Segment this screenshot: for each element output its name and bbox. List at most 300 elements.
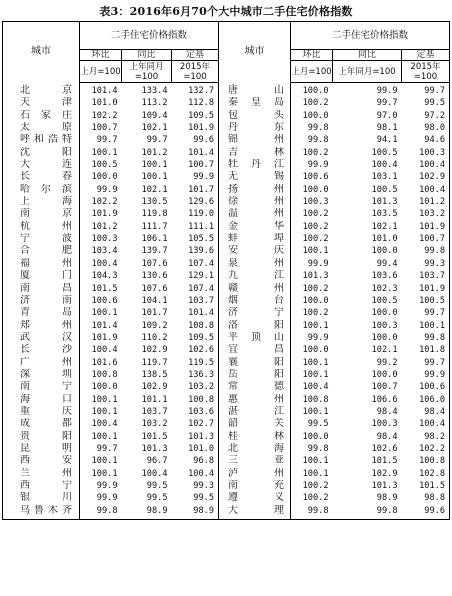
mom-value-left: 100.8	[80, 369, 122, 381]
mom-value-left: 104.3	[80, 270, 122, 282]
table-row	[3, 83, 450, 98]
city-name-left: 兰州	[20, 467, 72, 479]
city-name-left: 呼和浩特	[20, 134, 72, 146]
table-row	[3, 147, 450, 159]
city-name-left: 西宁	[20, 480, 72, 491]
table-row	[3, 431, 450, 443]
fixed-value-left: 136.3	[188, 369, 214, 380]
mom-header-left: 环比	[80, 50, 122, 61]
mom-base-left: 上月=100	[80, 61, 122, 83]
fixed-value-left: 111.1	[188, 221, 214, 232]
city-name-right: 三亚	[219, 455, 291, 467]
city-name-left: 成都	[20, 418, 72, 430]
yoy-value-right: 101.3	[371, 481, 398, 491]
table-row	[3, 184, 450, 196]
yoy-value-right: 99.9	[376, 86, 398, 96]
fixed-value-left: 103.7	[188, 295, 214, 306]
city-name-right: 大理	[219, 505, 291, 520]
yoy-value-left: 102.9	[141, 345, 168, 356]
city-name-left: 哈尔滨	[20, 183, 72, 195]
mom-value-right: 100.0	[291, 184, 333, 196]
yoy-value-left: 130.5	[141, 197, 168, 208]
mom-value-left: 101.4	[80, 83, 122, 98]
table-row	[3, 320, 450, 332]
city-name-left: 长春	[20, 171, 72, 183]
city-name-left: 大连	[20, 159, 72, 171]
city-name-left: 福州	[20, 257, 72, 269]
mom-value-right: 100.0	[291, 431, 333, 443]
table-row	[3, 406, 450, 418]
yoy-value-left: 138.5	[141, 369, 168, 380]
city-name-right: 泉州	[219, 258, 291, 270]
fixed-value-left: 102.6	[188, 345, 214, 356]
fixed-value-left: 108.8	[188, 320, 214, 331]
city-name-left: 宁波	[20, 233, 72, 245]
city-name-right: 蚌埠	[219, 233, 291, 245]
yoy-value-left: 106.1	[141, 234, 168, 245]
mom-value-left: 100.1	[80, 307, 122, 319]
fixed-value-right: 100.4	[419, 160, 445, 171]
yoy-value-right: 99.7	[376, 98, 398, 109]
yoy-value-right: 102.3	[371, 283, 398, 294]
city-name-left: 杭州	[20, 220, 72, 232]
mom-value-right: 100.2	[291, 283, 333, 295]
yoy-value-left: 100.1	[141, 160, 168, 171]
city-header-left: 城市	[31, 46, 51, 58]
table-row	[3, 357, 450, 369]
city-name-left: 贵阳	[20, 430, 72, 442]
fixed-value-right: 102.9	[419, 172, 445, 183]
yoy-value-left: 107.6	[141, 258, 168, 269]
city-header-right: 城市	[219, 22, 291, 83]
mom-value-right: 100.2	[291, 480, 333, 492]
yoy-value-left: 104.1	[141, 295, 168, 306]
fixed-value-left: 96.8	[193, 456, 214, 467]
city-name-right: 岳阳	[219, 369, 291, 381]
yoy-base-left: 上年同月=100	[122, 61, 172, 83]
mom-header-right: 环比	[291, 50, 333, 61]
fixed-value-right: 100.5	[419, 295, 445, 306]
fixed-value-right: 100.4	[419, 184, 445, 195]
mom-value-right: 99.5	[291, 418, 333, 430]
yoy-value-right: 98.4	[376, 431, 398, 442]
yoy-value-left: 99.7	[146, 135, 168, 146]
yoy-value-left: 110.2	[141, 332, 168, 343]
yoy-value-left: 109.4	[141, 110, 168, 121]
fixed-value-right: 100.1	[419, 320, 445, 331]
mom-value-right: 100.1	[291, 468, 333, 480]
yoy-value-left: 102.1	[141, 123, 168, 134]
fixed-value-left: 101.7	[188, 184, 214, 195]
mom-value-right: 101.3	[291, 270, 333, 282]
fixed-header-left: 定基	[172, 50, 219, 61]
fixed-value-left: 129.1	[188, 271, 214, 282]
city-name-left: 广州	[20, 356, 72, 368]
fixed-value-right: 97.2	[424, 110, 445, 121]
table-row	[3, 418, 450, 430]
table-title: 表3：2016年6月70个大中城市二手住宅价格指数	[99, 5, 353, 18]
city-name-left: 北京	[20, 84, 72, 96]
mom-value-right: 100.2	[291, 233, 333, 245]
mom-value-left: 100.3	[80, 233, 122, 245]
table-row	[3, 480, 450, 492]
mom-value-right: 100.0	[291, 83, 333, 98]
mom-value-right: 100.1	[291, 357, 333, 369]
fixed-value-right: 103.7	[419, 271, 445, 282]
fixed-header-right: 定基	[402, 50, 450, 61]
table-row	[3, 468, 450, 480]
fixed-value-right: 100.7	[419, 234, 445, 245]
mom-value-left: 100.1	[80, 455, 122, 467]
yoy-value-right: 100.0	[371, 246, 398, 257]
city-name-right: 秦皇岛	[219, 97, 291, 109]
yoy-value-left: 102.9	[141, 382, 168, 393]
yoy-value-right: 103.5	[371, 209, 398, 220]
city-name-left: 重庆	[20, 405, 72, 417]
city-name-right: 唐山	[219, 83, 291, 98]
fixed-value-right: 100.8	[419, 456, 445, 467]
table-row	[3, 307, 450, 319]
city-name-right: 泸州	[219, 468, 291, 480]
fixed-value-left: 103.2	[188, 382, 214, 393]
city-name-right: 扬州	[219, 184, 291, 196]
fixed-value-left: 139.6	[188, 246, 214, 257]
city-name-left: 郑州	[20, 319, 72, 331]
city-name-right: 宜昌	[219, 344, 291, 356]
city-name-left: 厦门	[20, 270, 72, 282]
city-name-left: 太原	[20, 122, 72, 134]
mom-value-right: 99.9	[291, 159, 333, 171]
fixed-value-right: 99.9	[424, 369, 445, 380]
yoy-value-right: 106.6	[371, 394, 398, 405]
city-name-right: 金华	[219, 221, 291, 233]
yoy-value-left: 111.7	[141, 221, 168, 232]
city-name-right: 安庆	[219, 245, 291, 257]
fixed-value-right: 101.5	[419, 481, 445, 491]
mom-value-left: 101.0	[80, 97, 122, 109]
yoy-value-left: 133.4	[141, 86, 168, 96]
city-name-right: 九江	[219, 270, 291, 282]
yoy-value-left: 100.4	[141, 468, 168, 479]
city-name-left: 济南	[20, 294, 72, 306]
mom-value-right: 100.1	[291, 320, 333, 332]
mom-value-left: 100.7	[80, 122, 122, 134]
fixed-value-right: 100.3	[419, 147, 445, 158]
fixed-value-right: 99.7	[424, 357, 445, 368]
city-name-right: 襄阳	[219, 357, 291, 369]
yoy-value-right: 99.2	[376, 357, 398, 368]
fixed-value-right: 98.0	[424, 123, 445, 134]
city-name-right: 平顶山	[219, 332, 291, 344]
city-name-right: 丹东	[219, 122, 291, 134]
city-name-right: 赣州	[219, 283, 291, 295]
mom-value-left: 100.0	[80, 381, 122, 393]
fixed-value-right: 99.6	[424, 505, 445, 516]
city-name-left: 海口	[20, 393, 72, 405]
yoy-value-left: 101.7	[141, 308, 168, 319]
city-name-left: 沈阳	[20, 146, 72, 158]
yoy-value-left: 101.2	[141, 147, 168, 158]
mom-value-right: 100.6	[291, 171, 333, 183]
fixed-value-right: 101.9	[419, 221, 445, 232]
mom-value-right: 100.2	[291, 492, 333, 504]
fixed-value-left: 107.4	[188, 283, 214, 294]
yoy-value-right: 98.4	[376, 406, 398, 417]
city-name-left: 天津	[20, 97, 72, 109]
table-row	[3, 110, 450, 122]
yoy-header-right: 同比	[333, 50, 402, 61]
fixed-value-left: 107.4	[188, 258, 214, 269]
city-name-right: 无锡	[219, 171, 291, 183]
city-name-left: 石家庄	[20, 109, 72, 121]
yoy-value-left: 113.2	[141, 98, 168, 109]
fixed-value-right: 101.9	[419, 283, 445, 294]
fixed-value-left: 99.5	[193, 493, 214, 504]
table-row	[3, 97, 450, 109]
mom-value-right: 100.2	[291, 307, 333, 319]
mom-value-right: 100.0	[291, 110, 333, 122]
table-row	[3, 134, 450, 146]
city-name-left: 深圳	[20, 368, 72, 380]
yoy-value-left: 102.1	[141, 184, 168, 195]
fixed-value-left: 99.3	[193, 481, 214, 491]
city-name-left: 长沙	[20, 344, 72, 356]
yoy-value-left: 103.7	[141, 406, 168, 417]
mom-value-left: 100.1	[80, 431, 122, 443]
yoy-value-right: 98.9	[376, 493, 398, 504]
fixed-value-left: 119.0	[188, 209, 214, 220]
yoy-value-right: 102.6	[371, 443, 398, 454]
fixed-value-right: 99.3	[424, 258, 445, 269]
mom-value-left: 101.5	[80, 283, 122, 295]
yoy-value-right: 97.0	[376, 110, 398, 121]
yoy-value-right: 103.1	[371, 172, 398, 183]
mom-value-right: 100.3	[291, 196, 333, 208]
fixed-value-right: 99.7	[424, 308, 445, 319]
table-row	[3, 258, 450, 270]
fixed-value-right: 102.2	[419, 443, 445, 454]
yoy-value-left: 101.5	[141, 431, 168, 442]
city-name-left: 南京	[20, 208, 72, 220]
city-name-right: 北海	[219, 443, 291, 455]
fixed-value-left: 129.6	[188, 197, 214, 208]
yoy-value-left: 107.6	[141, 283, 168, 294]
fixed-value-left: 101.4	[188, 147, 214, 158]
fixed-value-left: 112.8	[188, 98, 214, 109]
table-row	[3, 369, 450, 381]
index-group-header-left: 二手住宅价格指数	[80, 22, 219, 50]
fixed-value-left: 98.9	[193, 505, 214, 516]
mom-value-right: 100.1	[291, 406, 333, 418]
yoy-base-right: 上年同月=100	[333, 61, 402, 83]
mom-value-right: 100.0	[291, 344, 333, 356]
yoy-value-right: 102.1	[371, 221, 398, 232]
fixed-value-left: 101.0	[188, 443, 214, 454]
yoy-value-left: 130.6	[141, 271, 168, 282]
yoy-header-left: 同比	[122, 50, 172, 61]
table-row	[3, 295, 450, 307]
mom-value-right: 100.2	[291, 221, 333, 233]
mom-value-left: 100.1	[80, 394, 122, 406]
table-row	[3, 270, 450, 282]
table-row	[3, 233, 450, 245]
table-row	[3, 171, 450, 183]
yoy-value-left: 99.5	[146, 493, 168, 504]
yoy-value-right: 100.0	[371, 308, 398, 319]
yoy-value-left: 98.9	[146, 505, 168, 516]
city-name-right: 温州	[219, 208, 291, 220]
table-row	[3, 332, 450, 344]
mom-value-left: 100.4	[80, 258, 122, 270]
city-name-left: 南宁	[20, 381, 72, 393]
mom-value-right: 100.0	[291, 295, 333, 307]
yoy-value-left: 109.2	[141, 320, 168, 331]
mom-value-left: 102.2	[80, 196, 122, 208]
city-name-right: 包头	[219, 110, 291, 122]
mom-value-right: 99.9	[291, 258, 333, 270]
yoy-value-right: 102.9	[371, 468, 398, 479]
price-index-table	[2, 21, 450, 520]
city-name-right: 徐州	[219, 196, 291, 208]
yoy-value-right: 102.1	[371, 345, 398, 356]
yoy-value-left: 139.7	[141, 246, 168, 257]
city-name-right: 常德	[219, 381, 291, 393]
yoy-value-right: 101.0	[371, 234, 398, 245]
fixed-value-left: 132.7	[188, 86, 214, 96]
city-name-right: 吉林	[219, 147, 291, 159]
city-name-right: 遵义	[219, 492, 291, 504]
fixed-value-left: 109.5	[188, 332, 214, 343]
city-name-left: 南昌	[20, 282, 72, 294]
yoy-value-left: 103.2	[141, 419, 168, 430]
fixed-value-left: 99.9	[193, 172, 214, 183]
table-header	[3, 22, 450, 83]
fixed-value-right: 99.7	[424, 86, 445, 96]
yoy-value-right: 94.1	[376, 135, 398, 146]
mom-value-left: 100.6	[80, 295, 122, 307]
fixed-value-left: 103.6	[188, 406, 214, 417]
city-name-right: 湛江	[219, 406, 291, 418]
yoy-value-right: 100.5	[371, 184, 398, 195]
city-name-right: 韶关	[219, 418, 291, 430]
table-row	[3, 344, 450, 356]
yoy-value-right: 99.8	[376, 505, 398, 516]
mom-value-right: 100.1	[291, 369, 333, 381]
mom-value-left: 99.7	[80, 443, 122, 455]
table-row	[3, 283, 450, 295]
fixed-value-right: 106.0	[419, 394, 445, 405]
mom-value-left: 100.4	[80, 344, 122, 356]
mom-value-right: 99.8	[291, 122, 333, 134]
yoy-value-left: 119.8	[141, 209, 168, 220]
mom-value-left: 102.2	[80, 110, 122, 122]
yoy-value-left: 119.7	[141, 357, 168, 368]
yoy-value-right: 101.3	[371, 197, 398, 208]
city-name-right: 桂林	[219, 431, 291, 443]
fixed-value-left: 100.4	[188, 468, 214, 479]
city-name-right: 洛阳	[219, 320, 291, 332]
table-row	[3, 221, 450, 233]
city-name-right: 南充	[219, 480, 291, 492]
mom-value-left: 100.1	[80, 406, 122, 418]
mom-value-left: 100.1	[80, 147, 122, 159]
yoy-value-right: 100.5	[371, 147, 398, 158]
fixed-value-left: 101.4	[188, 308, 214, 319]
fixed-value-right: 98.2	[424, 431, 445, 442]
mom-value-left: 100.5	[80, 159, 122, 171]
mom-value-right: 99.8	[291, 134, 333, 146]
mom-value-left: 101.9	[80, 208, 122, 220]
mom-value-right: 100.2	[291, 147, 333, 159]
mom-value-right: 100.1	[291, 245, 333, 257]
fixed-value-right: 98.4	[424, 406, 445, 417]
mom-value-left: 99.8	[80, 505, 122, 520]
fixed-value-left: 100.8	[188, 394, 214, 405]
table-row	[3, 492, 450, 504]
fixed-value-right: 94.6	[424, 135, 445, 146]
table-row	[3, 394, 450, 406]
fixed-value-right: 101.8	[419, 345, 445, 356]
table-row	[3, 159, 450, 171]
table-row	[3, 122, 450, 134]
yoy-value-right: 101.5	[371, 456, 398, 467]
fixed-value-left: 100.7	[188, 160, 214, 171]
yoy-value-right: 100.3	[371, 419, 398, 430]
table-row	[3, 505, 450, 520]
yoy-value-left: 101.1	[141, 394, 168, 405]
mom-value-right: 99.8	[291, 443, 333, 455]
mom-value-right: 100.1	[291, 455, 333, 467]
mom-value-right: 99.8	[291, 505, 333, 520]
mom-value-right: 100.4	[291, 381, 333, 393]
fixed-value-right: 101.2	[419, 197, 445, 208]
fixed-value-left: 101.9	[188, 123, 214, 134]
mom-value-left: 99.9	[80, 492, 122, 504]
mom-value-left: 103.4	[80, 245, 122, 257]
yoy-value-right: 103.6	[371, 271, 398, 282]
table-row	[3, 245, 450, 257]
yoy-value-right: 100.4	[371, 160, 398, 171]
mom-value-left: 101.2	[80, 221, 122, 233]
mom-value-right: 99.9	[291, 332, 333, 344]
fixed-value-left: 109.5	[188, 110, 214, 121]
fixed-value-right: 98.8	[424, 493, 445, 504]
fixed-value-right: 103.2	[419, 209, 445, 220]
city-name-left: 青岛	[20, 307, 72, 319]
city-name-right: 牡丹江	[219, 159, 291, 171]
fixed-value-right: 100.4	[419, 419, 445, 430]
mom-value-left: 99.9	[80, 184, 122, 196]
fixed-value-left: 102.7	[188, 419, 214, 430]
yoy-value-right: 98.1	[376, 123, 398, 134]
table-body	[3, 83, 450, 520]
city-name-right: 锦州	[219, 134, 291, 146]
table-row	[3, 443, 450, 455]
yoy-value-left: 101.3	[141, 443, 168, 454]
yoy-value-right: 100.0	[371, 369, 398, 380]
yoy-value-right: 100.7	[371, 382, 398, 393]
fixed-value-left: 101.3	[188, 431, 214, 442]
city-name-right: 烟台	[219, 295, 291, 307]
city-name-right: 惠州	[219, 394, 291, 406]
table-row	[3, 208, 450, 220]
fixed-value-left: 119.5	[188, 357, 214, 368]
fixed-value-right: 102.8	[419, 468, 445, 479]
city-name-left: 西安	[20, 455, 72, 467]
fixed-value-right: 99.5	[424, 98, 445, 109]
mom-value-left: 100.1	[80, 468, 122, 480]
mom-value-left: 101.9	[80, 332, 122, 344]
